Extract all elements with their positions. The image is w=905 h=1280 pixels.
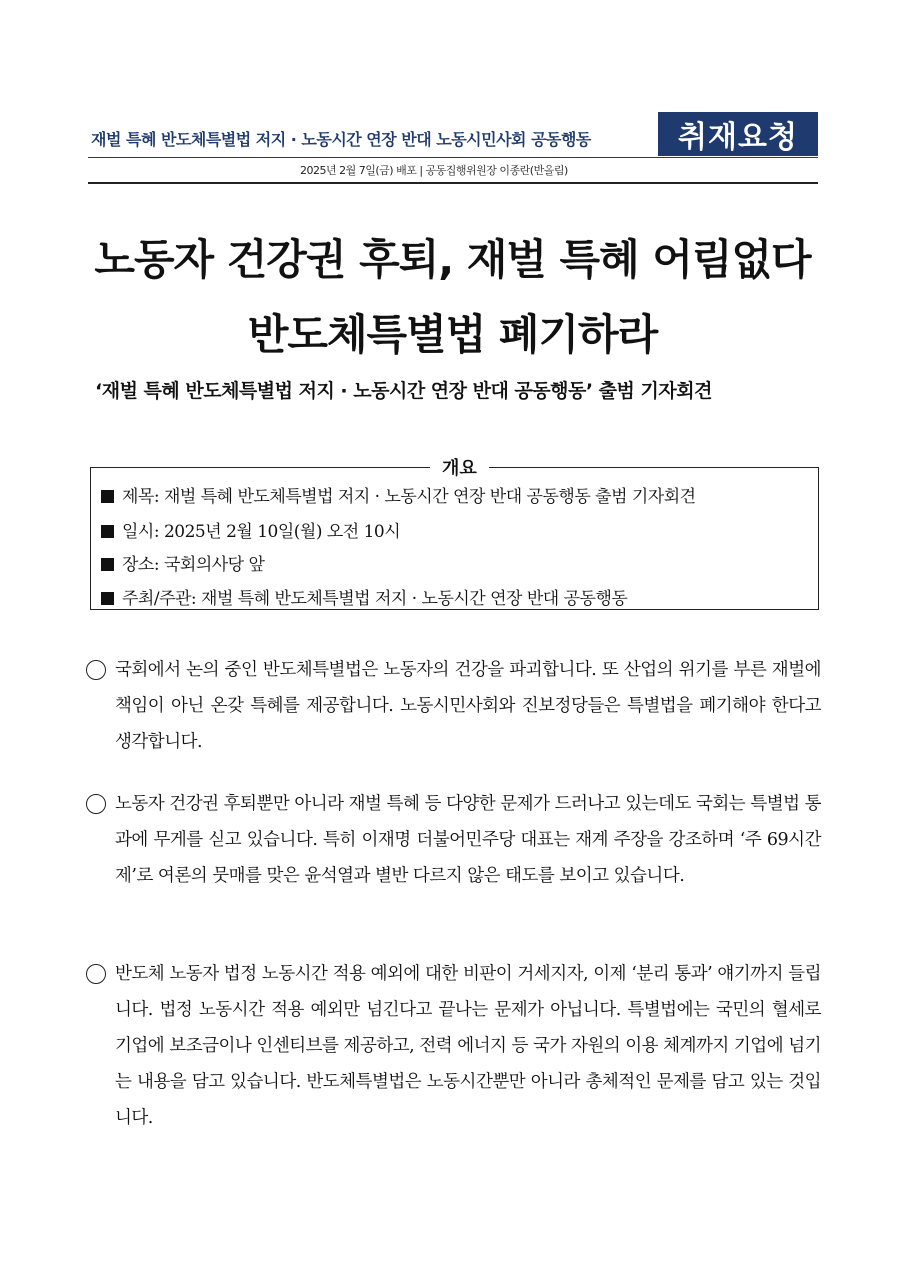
press-request-badge: 취재요청 (658, 112, 818, 156)
body-paragraph (86, 786, 821, 894)
overview-item-text: 일시: 2025년 2월 10일(월) 오전 10시 (122, 522, 401, 542)
header-divider (88, 157, 818, 158)
header-divider-bottom (88, 182, 818, 184)
overview-item-text: 제목: 재벌 특혜 반도체특별법 저지 · 노동시간 연장 반대 공동행동 출범 기자회견 (122, 487, 696, 507)
square-bullet-icon (101, 558, 114, 571)
overview-item-text: 장소: 국회의사당 앞 (122, 555, 265, 575)
square-bullet-icon (101, 592, 114, 605)
paragraph-text: 반도체 노동자 법정 노동시간 적용 예외에 대한 비판이 거세지자, 이제 ‘분리 통과’ 얘기까지 들립니다. 법정 노동시간 적용 예외만 넘긴다고 끝나는 문제가 아닙니다. 특별법에는 국민의 혈세로 기업에 보조금이나 인센티브를 제공하고, 전력 에너지 등 국가 자원의 이용 체계까지 기업에 넘기는 내용을 담고 있습니다. 반도체특별법은 노동시간뿐만 아니라 총체적인 문제를 담고 있는 것입니다. (115, 964, 821, 1128)
headline-line-2: 반도체특별법 폐기하라 (247, 310, 658, 359)
headline-line-1: 노동자 건강권 후퇴, 재벌 특혜 어림없다 (94, 235, 811, 284)
overview-item (101, 517, 400, 542)
square-bullet-icon (101, 490, 114, 503)
release-meta: 2025년 2월 7일(금) 배포 | 공동집행위원장 이종란(반올림) (300, 164, 568, 177)
paragraph-text: 노동자 건강권 후퇴뿐만 아니라 재벌 특혜 등 다양한 문제가 드러나고 있는데도 국회는 특별법 통과에 무게를 싣고 있습니다. 특히 이재명 더불어민주당 대표는 재계 주장을 강조하며 ‘주 69시간제’로 여론의 뭇매를 맞은 윤석열과 별반 다르지 않은 태도를 보이고 있습니다. (115, 794, 821, 886)
subtitle: ‘재벌 특혜 반도체특별법 저지 · 노동시간 연장 반대 공동행동’ 출범 기자회견 (95, 380, 712, 402)
body-paragraph (86, 652, 821, 760)
circle-bullet-icon (86, 660, 106, 680)
circle-bullet-icon (86, 964, 106, 984)
paragraph-text: 국회에서 논의 중인 반도체특별법은 노동자의 건강을 파괴합니다. 또 산업의 위기를 부른 재벌에 책임이 아닌 온갖 특혜를 제공합니다. 노동시민사회와 진보정당들은 특별법을 폐기해야 한다고 생각합니다. (115, 660, 821, 752)
overview-item (101, 482, 696, 507)
circle-bullet-icon (86, 794, 106, 814)
organization-name: 재벌 특혜 반도체특별법 저지 · 노동시간 연장 반대 노동시민사회 공동행동 (91, 130, 591, 149)
overview-item (101, 584, 627, 609)
overview-label: 개요 (430, 454, 489, 480)
square-bullet-icon (101, 525, 114, 538)
overview-item-text: 주최/주관: 재벌 특혜 반도체특별법 저지 · 노동시간 연장 반대 공동행동 (122, 589, 628, 609)
overview-item (101, 550, 264, 575)
body-paragraph (86, 956, 821, 1136)
